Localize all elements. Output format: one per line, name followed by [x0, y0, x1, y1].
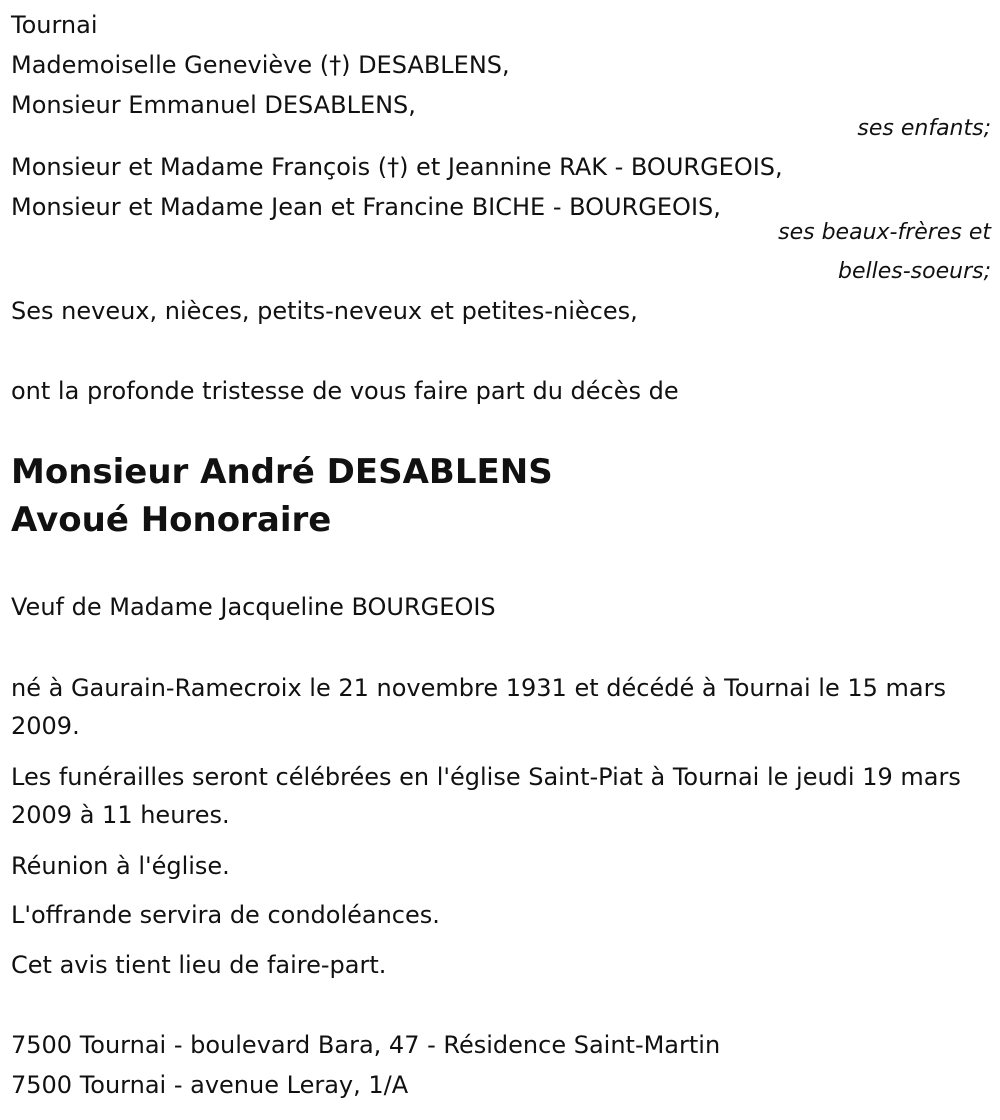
- meeting-line: Réunion à l'église.: [11, 852, 230, 880]
- in-law-line-1: Monsieur et Madame François (†) et Jeannine RAK - BOURGEOIS,: [11, 153, 783, 181]
- notice-note-line: Cet avis tient lieu de faire-part.: [11, 951, 387, 979]
- address-line-2: 7500 Tournai - avenue Leray, 1/A: [11, 1071, 409, 1099]
- in-laws-relationship-label-2: belles-soeurs;: [838, 259, 991, 284]
- deceased-name: Monsieur André DESABLENS: [11, 452, 553, 492]
- relatives-line: Ses neveux, nièces, petits-neveux et petites-nièces,: [11, 297, 638, 325]
- birth-death-paragraph: né à Gaurain-Ramecroix le 21 novembre 1931 et décédé à Tournai le 15 mars 2009.: [11, 674, 946, 740]
- funeral-paragraph: Les funérailles seront célébrées en l'église Saint-Piat à Tournai le jeudi 19 mars 2009 à 11 heures.: [11, 763, 961, 829]
- in-laws-relationship-label-1: ses beaux-frères et: [778, 220, 991, 245]
- child-line-1: Mademoiselle Geneviève (†) DESABLENS,: [11, 51, 510, 79]
- address-line-1: 7500 Tournai - boulevard Bara, 47 - Résidence Saint-Martin: [11, 1031, 721, 1059]
- widower-line: Veuf de Madame Jacqueline BOURGEOIS: [11, 593, 496, 621]
- children-relationship-label: ses enfants;: [857, 116, 991, 141]
- announcement-line: ont la profonde tristesse de vous faire part du décès de: [11, 377, 679, 405]
- city: Tournai: [11, 11, 98, 39]
- child-line-2: Monsieur Emmanuel DESABLENS,: [11, 91, 416, 119]
- in-law-line-2: Monsieur et Madame Jean et Francine BICHE - BOURGEOIS,: [11, 193, 721, 221]
- offering-line: L'offrande servira de condoléances.: [11, 901, 440, 929]
- deceased-title: Avoué Honoraire: [11, 500, 332, 540]
